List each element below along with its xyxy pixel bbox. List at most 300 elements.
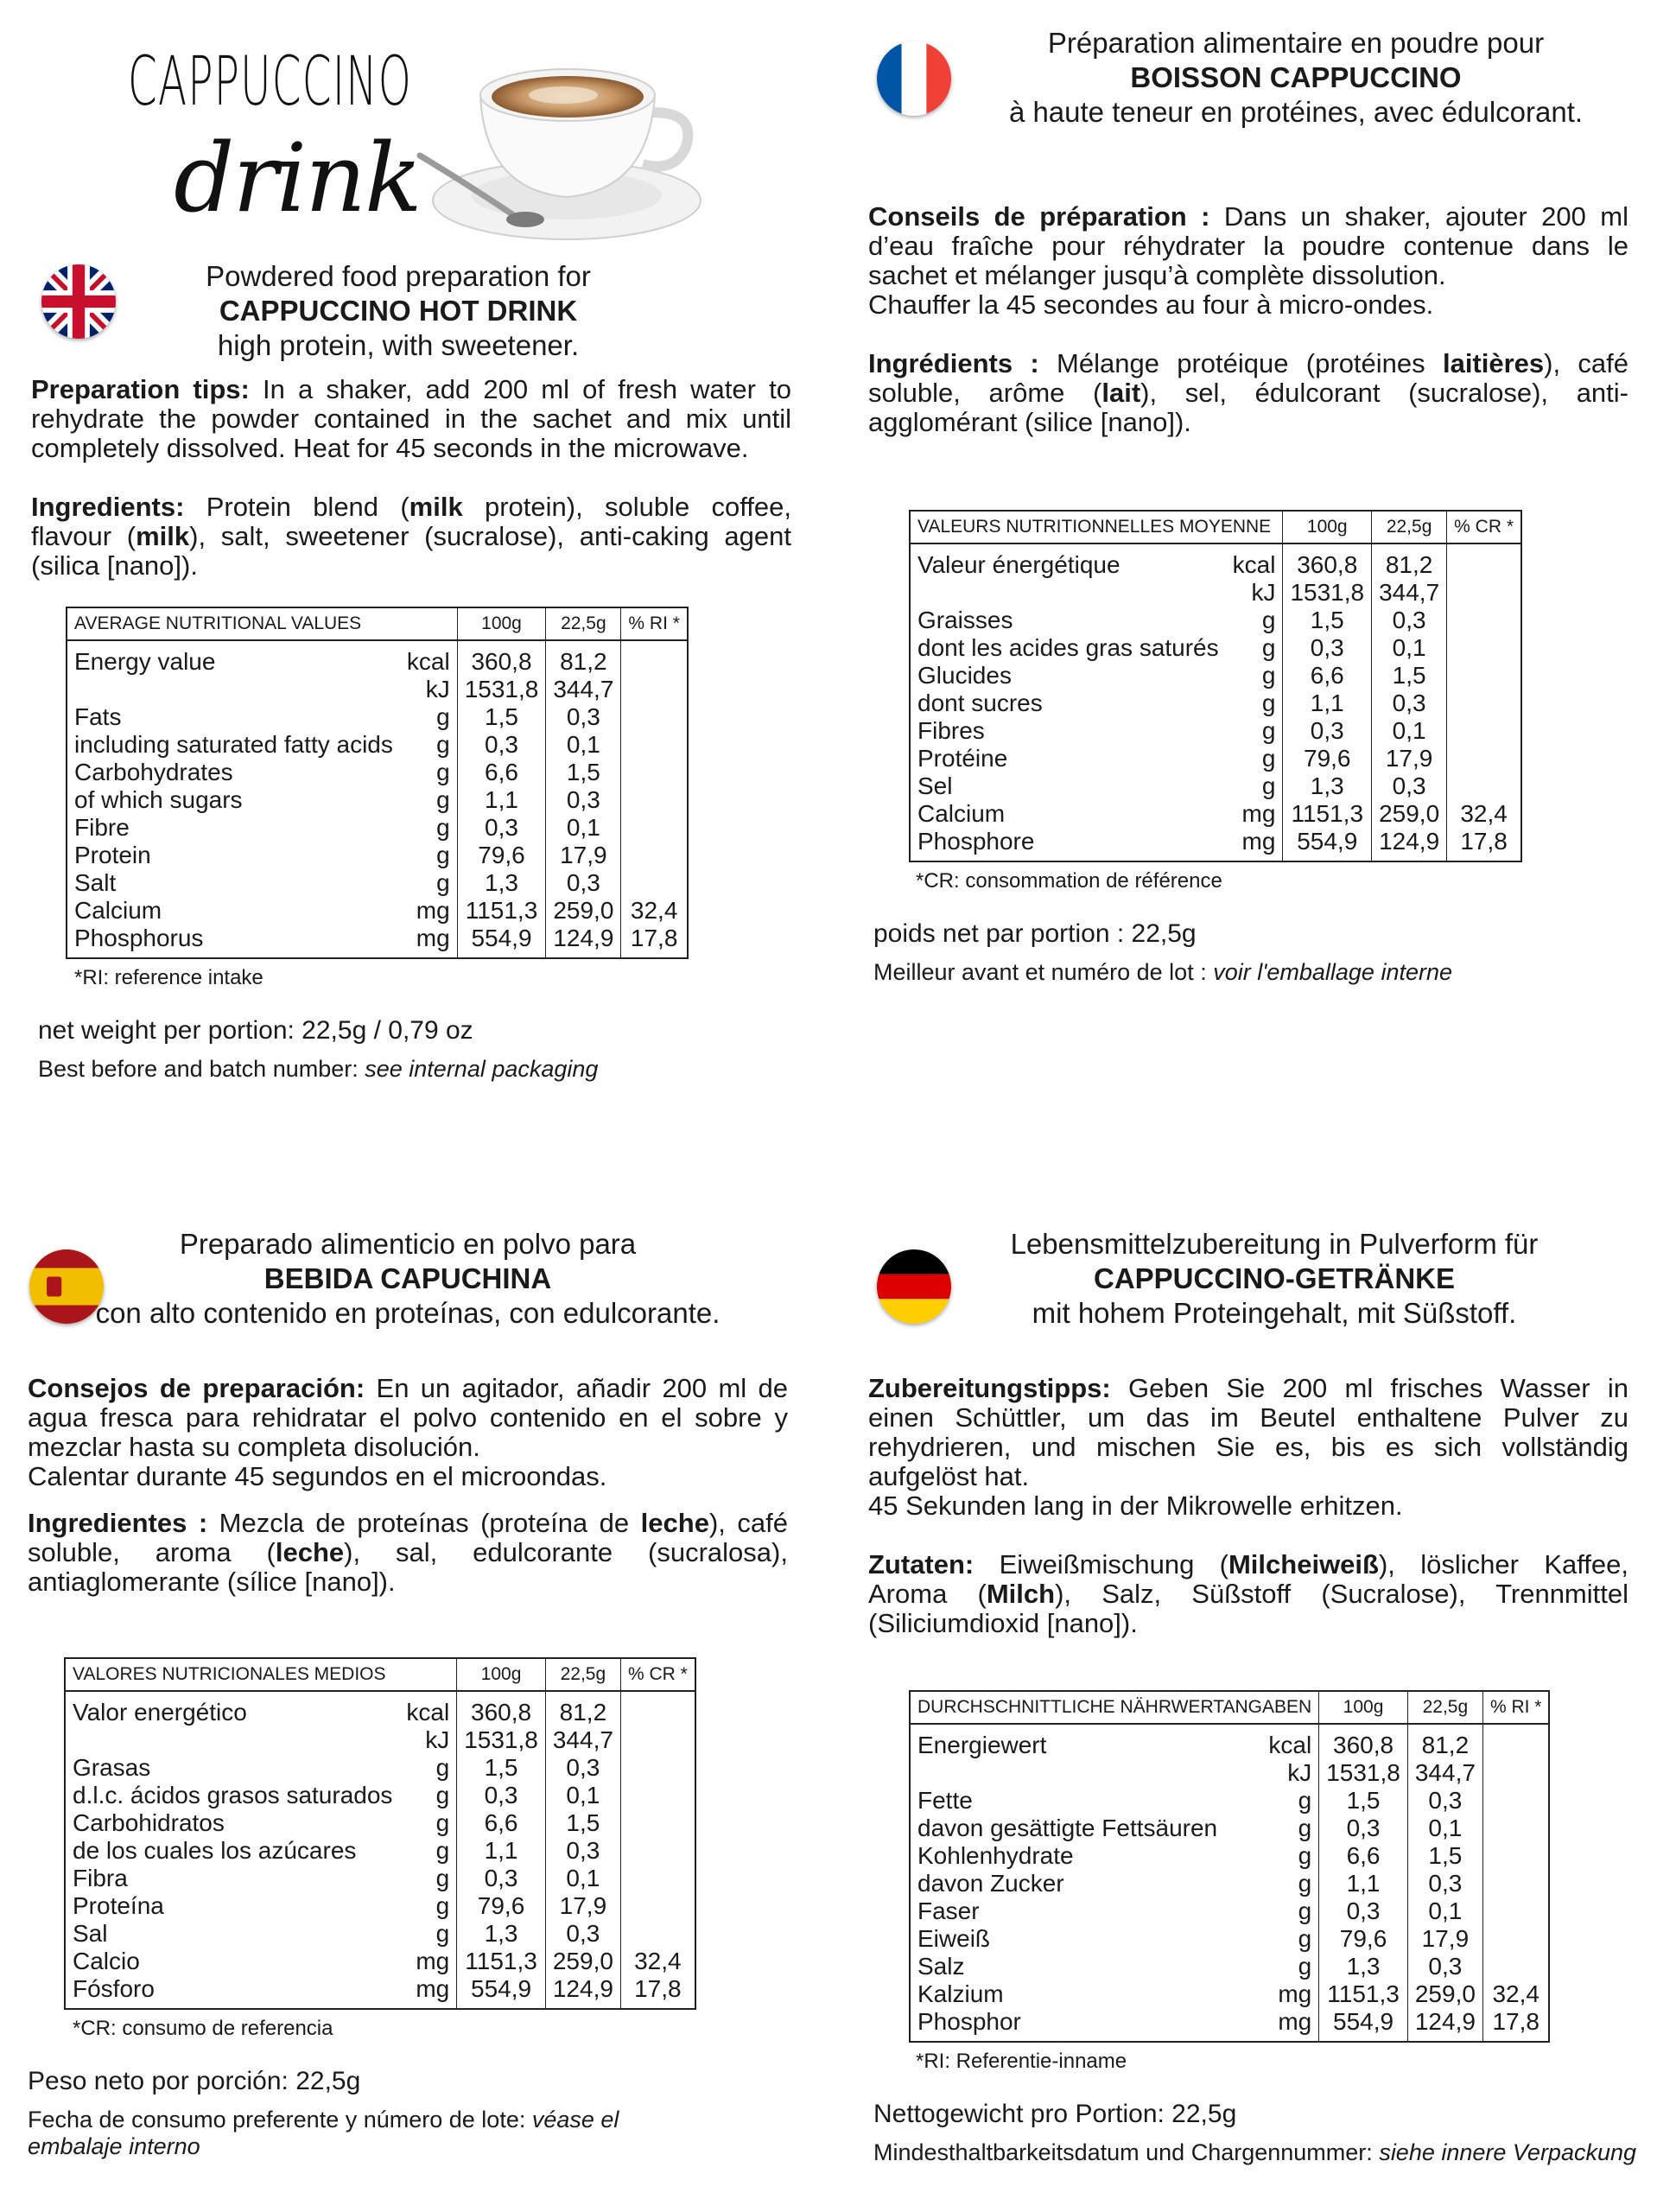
value-portion: 344,7: [1407, 1759, 1482, 1787]
table-footnote: *RI: reference intake: [74, 966, 263, 989]
value-portion: 0,1: [1372, 717, 1447, 745]
unit: g: [1226, 690, 1283, 717]
value-100g: 1531,8: [457, 1726, 546, 1754]
ingredients-text: Eiweißmischung (: [974, 1549, 1228, 1580]
unit: kcal: [399, 1691, 456, 1726]
percent-ri: 17,8: [621, 925, 688, 958]
unit: g: [400, 842, 457, 869]
table-row: [910, 772, 1521, 800]
nutrition-table: [64, 1657, 696, 2010]
unit: g: [1256, 1842, 1319, 1870]
value-100g: 1,5: [1319, 1787, 1408, 1815]
ingredients-label: Zutaten:: [868, 1549, 974, 1580]
nutrient-name: Phosphor: [917, 2008, 1021, 2035]
percent-ri: [621, 731, 688, 759]
nutrient-name: Calcium: [917, 800, 1006, 827]
ingredients-text: Mélange protéique (protéines: [1038, 348, 1443, 378]
table-row: [65, 1782, 695, 1809]
unit: g: [400, 814, 457, 842]
nutrient-name: Phosphore: [917, 828, 1035, 855]
best-before: [28, 2107, 719, 2160]
value-100g: 79,6: [457, 842, 546, 869]
nutrient-name: Fibres: [917, 717, 985, 744]
table-row: [910, 543, 1521, 579]
unit: kJ: [399, 1726, 456, 1754]
value-portion: 1,5: [546, 759, 621, 786]
unit: kcal: [400, 640, 457, 676]
value-portion: 17,9: [1372, 745, 1447, 772]
value-100g: 1,3: [457, 869, 546, 897]
value-portion: 0,3: [546, 869, 621, 897]
nutrient-name: Eiweiß: [917, 1925, 991, 1952]
value-portion: 0,1: [546, 814, 621, 842]
unit: mg: [1256, 1980, 1319, 2008]
value-100g: 6,6: [457, 759, 546, 786]
table-row: [910, 1815, 1549, 1842]
unit: mg: [400, 897, 457, 925]
ingredients-text: ), café soluble, arôme (: [868, 348, 1629, 408]
value-portion: 259,0: [1407, 1980, 1482, 2008]
preparation-text: In a shaker, add 200 ml of fresh water to rehydrate the powder contained in the sachet and mix until completely dissolved. Heat for 45 seconds in the microwave.: [31, 374, 791, 463]
table-row: [910, 1842, 1549, 1870]
value-portion: 0,3: [1407, 1870, 1482, 1897]
table-row: [910, 662, 1521, 690]
table-row: [67, 842, 688, 869]
value-100g: 1,3: [457, 1920, 546, 1948]
nutrient-name: dont les acides gras saturés: [917, 634, 1219, 661]
best-before-label: Fecha de consumo preferente y número de lote:: [28, 2107, 532, 2133]
value-100g: 1151,3: [1319, 1980, 1408, 2008]
table-footnote: *CR: consommation de référence: [916, 869, 1222, 893]
percent-ri: [1482, 1787, 1549, 1815]
nutrient-name: Energiewert: [917, 1732, 1047, 1758]
percent-ri: [1447, 662, 1521, 690]
percent-ri: [1447, 579, 1521, 607]
percent-ri: 17,8: [1482, 2008, 1549, 2042]
percent-ri: [620, 1865, 695, 1892]
product-name: BOISSON CAPPUCCINO: [1130, 61, 1462, 93]
ingredients-text: ), salt, sweetener (sucralose), anti-caking agent (silica [nano]).: [31, 521, 791, 581]
value-100g: 1151,3: [457, 1948, 546, 1975]
ingredients: [868, 349, 1628, 437]
nutrition-table: [66, 607, 689, 959]
nutrient-name: Kohlenhydrate: [917, 1842, 1074, 1869]
net-weight: net weight per portion: 22,5g / 0,79 oz: [38, 1016, 473, 1045]
percent-ri: [621, 703, 688, 731]
percent-ri: [1447, 607, 1521, 634]
allergen: milk: [409, 492, 463, 522]
table-footnote: *RI: Referentie-inname: [916, 2050, 1127, 2073]
nutrient-name: [910, 1759, 1256, 1787]
table-row: [67, 640, 688, 676]
table-row: [67, 703, 688, 731]
value-portion: 81,2: [546, 640, 621, 676]
preparation-text-2: Chauffer la 45 secondes au four à micro-ondes.: [868, 289, 1434, 320]
column-header: % CR *: [1447, 511, 1521, 543]
nutrient-name: Fibra: [73, 1865, 128, 1891]
percent-ri: [621, 842, 688, 869]
nutrient-name: d.l.c. ácidos grasos saturados: [73, 1782, 393, 1808]
nutrient-name: Calcio: [73, 1948, 140, 1974]
value-portion: 1,5: [545, 1809, 620, 1837]
value-100g: 79,6: [457, 1892, 546, 1920]
table-row: [910, 1925, 1549, 1953]
unit: g: [1256, 1925, 1319, 1953]
nutrient-name: Carbohidratos: [73, 1809, 225, 1836]
preparation-tips: [31, 375, 791, 463]
value-portion: 124,9: [545, 1975, 620, 2009]
ingredients-text: Protein blend (: [184, 492, 409, 522]
allergen: milk: [136, 521, 190, 551]
unit: kcal: [1226, 543, 1283, 579]
nutrient-name: Valor energético: [73, 1699, 247, 1726]
unit: g: [1256, 1897, 1319, 1925]
preparation-label: Consejos de preparación:: [28, 1373, 365, 1403]
product-heading: [937, 26, 1654, 130]
unit: mg: [400, 925, 457, 958]
product-name: CAPPUCCINO HOT DRINK: [219, 295, 578, 327]
percent-ri: 32,4: [1482, 1980, 1549, 2008]
value-portion: 0,1: [545, 1782, 620, 1809]
net-weight: poids net par portion : 22,5g: [873, 919, 1197, 948]
value-100g: 6,6: [1283, 662, 1372, 690]
value-100g: 360,8: [457, 640, 546, 676]
product-heading: [28, 1227, 788, 1331]
value-100g: 0,3: [457, 814, 546, 842]
section-french: [868, 26, 1663, 986]
best-before-label: Best before and batch number:: [38, 1056, 365, 1082]
uk-flag-icon: [41, 264, 116, 339]
percent-ri: [620, 1726, 695, 1754]
ingredients: [868, 1550, 1628, 1638]
heading-line-3: con alto contenido en proteínas, con edulcorante.: [95, 1297, 721, 1329]
column-header: % RI *: [1482, 1691, 1549, 1724]
table-row: [910, 717, 1521, 745]
value-portion: 344,7: [546, 676, 621, 703]
table-header-row: [910, 1691, 1549, 1724]
percent-ri: [1447, 634, 1521, 662]
value-portion: 81,2: [545, 1691, 620, 1726]
unit: g: [1226, 662, 1283, 690]
unit: kJ: [1256, 1759, 1319, 1787]
section-english: [31, 26, 826, 1083]
value-portion: 0,3: [1407, 1787, 1482, 1815]
product-logo: [31, 26, 826, 259]
unit: kJ: [400, 676, 457, 703]
best-before: [38, 1056, 826, 1083]
table-row: [65, 1754, 695, 1782]
value-100g: 0,3: [457, 1782, 546, 1809]
allergen: Milch: [986, 1579, 1056, 1609]
value-100g: 1,5: [1283, 607, 1372, 634]
value-100g: 1531,8: [457, 676, 546, 703]
nutrient-name: Fats: [74, 703, 122, 730]
value-portion: 0,3: [545, 1837, 620, 1865]
preparation-text-2: Calentar durante 45 segundos en el microondas.: [28, 1461, 607, 1491]
preparation-label: Preparation tips:: [31, 374, 250, 404]
value-portion: 0,3: [1372, 607, 1447, 634]
heading-line-1: Lebensmittelzubereitung in Pulverform für: [1010, 1228, 1539, 1260]
nutrient-name: Carbohydrates: [74, 759, 233, 785]
value-100g: 1531,8: [1283, 579, 1372, 607]
preparation-tips: [28, 1374, 788, 1462]
percent-ri: [1447, 772, 1521, 800]
value-portion: 0,1: [546, 731, 621, 759]
nutrient-name: Fette: [917, 1787, 973, 1814]
value-portion: 0,3: [545, 1920, 620, 1948]
ingredients-label: Ingredients:: [31, 492, 185, 522]
value-100g: 1,5: [457, 1754, 546, 1782]
value-portion: 344,7: [1372, 579, 1447, 607]
unit: mg: [399, 1948, 456, 1975]
value-portion: 0,3: [1407, 1953, 1482, 1980]
value-100g: 554,9: [457, 925, 546, 958]
ingredients-text: ), sal, edulcorante (sucralosa), antiaglomerante (sílice [nano]).: [28, 1537, 788, 1597]
value-100g: 1,1: [1283, 690, 1372, 717]
table-row: [910, 1787, 1549, 1815]
value-portion: 0,3: [1372, 690, 1447, 717]
product-name: CAPPUCCINO-GETRÄNKE: [1093, 1262, 1455, 1294]
value-portion: 0,3: [545, 1754, 620, 1782]
table-row: [65, 1920, 695, 1948]
table-header-row: [910, 511, 1521, 543]
unit: g: [1256, 1870, 1319, 1897]
ingredients-text: protein), soluble coffee, flavour (: [31, 492, 791, 551]
ingredients-text: Mezcla de proteínas (proteína de: [207, 1508, 641, 1538]
value-100g: 554,9: [1283, 828, 1372, 861]
unit: g: [400, 731, 457, 759]
preparation-label: Conseils de préparation :: [868, 201, 1210, 232]
percent-ri: [620, 1691, 695, 1726]
percent-ri: [1482, 1759, 1549, 1787]
percent-ri: 17,8: [620, 1975, 695, 2009]
value-100g: 1,1: [1319, 1870, 1408, 1897]
ingredients-label: Ingrédients :: [868, 348, 1039, 378]
percent-ri: [1482, 1870, 1549, 1897]
table-row: [910, 745, 1521, 772]
column-header: 22,5g: [1407, 1691, 1482, 1724]
percent-ri: 32,4: [621, 897, 688, 925]
unit: g: [1226, 717, 1283, 745]
unit: mg: [1226, 800, 1283, 828]
nutrient-name: Proteína: [73, 1892, 164, 1919]
percent-ri: [1482, 1842, 1549, 1870]
heading-line-1: Preparado alimenticio en polvo para: [179, 1228, 637, 1260]
allergen: lait: [1101, 378, 1141, 408]
percent-ri: [1447, 745, 1521, 772]
net-weight: Peso neto por porción: 22,5g: [28, 2067, 361, 2095]
column-header: 22,5g: [546, 607, 621, 640]
value-100g: 0,3: [457, 731, 546, 759]
nutrient-name: Glucides: [917, 662, 1012, 689]
product-heading: [903, 1227, 1646, 1331]
table-row: [910, 634, 1521, 662]
nutrient-name: Salz: [917, 1953, 965, 1980]
table-row: [910, 1870, 1549, 1897]
nutrient-name: Calcium: [74, 897, 162, 924]
value-100g: 0,3: [1319, 1815, 1408, 1842]
unit: g: [1226, 772, 1283, 800]
nutrient-name: Valeur énergétique: [917, 551, 1121, 578]
value-portion: 0,1: [545, 1865, 620, 1892]
nutrient-name: davon Zucker: [917, 1870, 1064, 1897]
section-german: [868, 1227, 1663, 2166]
percent-ri: [620, 1809, 695, 1837]
table-row: [65, 1809, 695, 1837]
nutrition-table: [909, 510, 1522, 862]
column-header: 100g: [457, 1658, 546, 1691]
table-row: [67, 731, 688, 759]
unit: g: [400, 786, 457, 814]
nutrient-name: including saturated fatty acids: [74, 731, 393, 758]
heading-line-3: mit hohem Proteingehalt, mit Süßstoff.: [1032, 1297, 1517, 1329]
percent-ri: [620, 1837, 695, 1865]
value-portion: 344,7: [545, 1726, 620, 1754]
nutrient-name: of which sugars: [74, 786, 243, 813]
table-row: [910, 800, 1521, 828]
allergen: laitières: [1442, 348, 1545, 378]
percent-ri: [1482, 1953, 1549, 1980]
value-100g: 1,3: [1283, 772, 1372, 800]
value-portion: 0,3: [1372, 772, 1447, 800]
percent-ri: [621, 676, 688, 703]
nutrient-name: Phosphorus: [74, 925, 204, 951]
value-portion: 259,0: [546, 897, 621, 925]
nutrient-name: dont sucres: [917, 690, 1043, 716]
table-header-row: [67, 607, 688, 640]
column-header: VALEURS NUTRITIONNELLES MOYENNE: [910, 511, 1283, 543]
best-before-value: siehe innere Verpackung: [1379, 2139, 1637, 2165]
percent-ri: [1447, 717, 1521, 745]
product-name: BEBIDA CAPUCHINA: [263, 1262, 552, 1294]
value-100g: 0,3: [1319, 1897, 1408, 1925]
value-100g: 1151,3: [1283, 800, 1372, 828]
allergen: leche: [275, 1537, 345, 1567]
nutrient-name: [65, 1726, 399, 1754]
table-row: [67, 897, 688, 925]
table-row: [67, 786, 688, 814]
table-row: [67, 759, 688, 786]
heading-line-3: high protein, with sweetener.: [217, 329, 580, 361]
unit: g: [399, 1865, 456, 1892]
table-row: [65, 1726, 695, 1754]
percent-ri: [621, 786, 688, 814]
heading-line-3: à haute teneur en protéines, avec édulcorant.: [1008, 96, 1584, 128]
table-row: [910, 2008, 1549, 2042]
value-100g: 79,6: [1283, 745, 1372, 772]
column-header: DURCHSCHNITTLICHE NÄHRWERTANGABEN: [910, 1691, 1319, 1724]
preparation-tips: [868, 202, 1628, 290]
value-portion: 1,5: [1372, 662, 1447, 690]
table-row: [910, 1724, 1549, 1759]
percent-ri: [1482, 1897, 1549, 1925]
logo-script: drink: [174, 123, 421, 233]
nutrient-name: Sal: [73, 1920, 108, 1947]
percent-ri: [620, 1892, 695, 1920]
table-row: [910, 1980, 1549, 2008]
table-row: [65, 1975, 695, 2009]
value-portion: 0,3: [546, 703, 621, 731]
preparation-tips: [868, 1374, 1628, 1491]
ingredients-label: Ingredientes :: [28, 1508, 208, 1538]
percent-ri: 32,4: [1447, 800, 1521, 828]
value-portion: 0,1: [1372, 634, 1447, 662]
unit: g: [399, 1809, 456, 1837]
table-row: [65, 1892, 695, 1920]
unit: mg: [1226, 828, 1283, 861]
value-100g: 554,9: [1319, 2008, 1408, 2042]
percent-ri: 32,4: [620, 1948, 695, 1975]
section-spanish: [28, 1227, 822, 2160]
percent-ri: [621, 814, 688, 842]
value-portion: 17,9: [1407, 1925, 1482, 1953]
nutrient-name: Faser: [917, 1897, 980, 1924]
unit: g: [1256, 1787, 1319, 1815]
preparation-text: En un agitador, añadir 200 ml de agua fresca para rehidratar el polvo contenido en el sobre y mezclar hasta su completa disolución.: [28, 1373, 788, 1462]
unit: g: [399, 1920, 456, 1948]
best-before-value: see internal packaging: [365, 1056, 599, 1082]
heading-line-1: Powdered food preparation for: [206, 260, 591, 292]
column-header: 100g: [1319, 1691, 1408, 1724]
table-row: [910, 828, 1521, 861]
preparation-label: Zubereitungstipps:: [868, 1373, 1111, 1403]
column-header: 22,5g: [1372, 511, 1447, 543]
value-portion: 124,9: [546, 925, 621, 958]
table-row: [67, 869, 688, 897]
column-header: % RI *: [621, 607, 688, 640]
nutrient-name: Fósforo: [73, 1975, 155, 2002]
unit: g: [1256, 1953, 1319, 1980]
value-100g: 79,6: [1319, 1925, 1408, 1953]
nutrient-name: Salt: [74, 869, 117, 896]
percent-ri: 17,8: [1447, 828, 1521, 861]
unit: g: [399, 1837, 456, 1865]
preparation-text-2: 45 Sekunden lang in der Mikrowelle erhitzen.: [868, 1491, 1403, 1521]
unit: g: [399, 1782, 456, 1809]
best-before-value: véase el embalaje interno: [28, 2107, 619, 2159]
percent-ri: [620, 1754, 695, 1782]
value-100g: 0,3: [1283, 634, 1372, 662]
value-portion: 259,0: [545, 1948, 620, 1975]
table-row: [910, 579, 1521, 607]
best-before: [873, 2139, 1651, 2166]
table-row: [65, 1691, 695, 1726]
ingredients-text: ), löslicher Kaffee, Aroma (: [868, 1549, 1628, 1609]
value-100g: 360,8: [1283, 543, 1372, 579]
table-header-row: [65, 1658, 695, 1691]
nutrient-name: [67, 676, 400, 703]
value-100g: 1,5: [457, 703, 546, 731]
nutrient-name: de los cuales los azúcares: [73, 1837, 357, 1864]
table-row: [910, 690, 1521, 717]
table-row: [67, 676, 688, 703]
value-100g: 360,8: [1319, 1724, 1408, 1759]
product-heading: [169, 259, 627, 363]
percent-ri: [621, 640, 688, 676]
value-100g: 6,6: [1319, 1842, 1408, 1870]
best-before: [873, 959, 1663, 986]
value-100g: 1,1: [457, 786, 546, 814]
column-header: 22,5g: [545, 1658, 620, 1691]
nutrient-name: Kalzium: [917, 1980, 1004, 2007]
table-row: [65, 1948, 695, 1975]
best-before-value: voir l'emballage interne: [1213, 959, 1453, 985]
value-100g: 360,8: [457, 1691, 546, 1726]
nutrient-name: [910, 579, 1226, 607]
nutrition-table: [909, 1690, 1550, 2043]
table-row: [910, 607, 1521, 634]
nutrient-name: Protein: [74, 842, 151, 868]
